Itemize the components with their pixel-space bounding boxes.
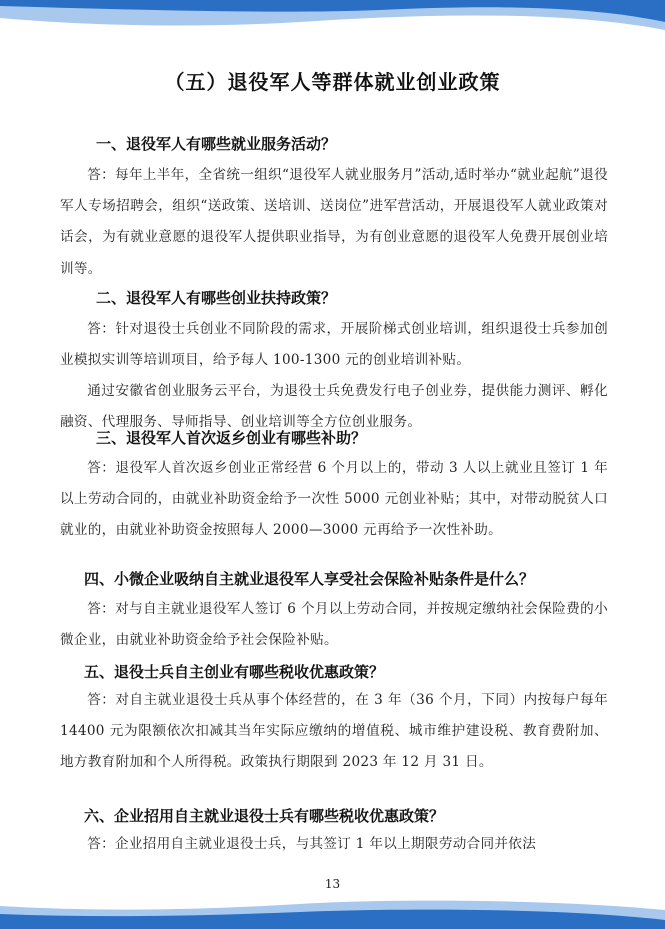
page-number: 13 [324,877,341,891]
section-heading: 二、退役军人有哪些创业扶持政策？ [96,289,337,307]
section-paragraph: 答：对自主就业退役士兵从事个体经营的，在 3 年（36 个月，下同）内按每户每年 14400 元为限额依次扣减其当年实际应缴纳的增值税、城市维护建设税、教育费附加、地方教育附加和个人所得税。政策执行期限到 2023 年 12 月 31 日。 [60,692,608,771]
section-heading: 一、退役军人有哪些就业服务活动？ [96,135,337,153]
section-paragraph: 通过安徽省创业服务云平台，为退役士兵免费发行电子创业券，提供能力测评、孵化融资、代理服务、导师指导、创业培训等全方位创业服务。 [60,383,608,431]
section-paragraph: 答：对与自主就业退役军人签订 6 个月以上劳动合同，并按规定缴纳社会保险费的小微企业，由就业补助资金给予社会保险补贴。 [60,601,608,649]
section-paragraph: 答：每年上半年，全省统一组织“退役军人就业服务月”活动,适时举办“就业起航”退役军人专场招聘会，组织“送政策、送培训、送岗位”进军营活动，开展退役军人就业政策对话会，为有就业意愿的退役军人提供职业指导，为有创业意愿的退役军人免费开展创业培训等。 [60,167,608,277]
section-heading: 六、企业招用自主就业退役士兵有哪些税收优惠政策？ [84,807,445,825]
section-heading: 五、退役士兵自主创业有哪些税收优惠政策？ [84,663,385,681]
section-heading: 四、小微企业吸纳自主就业退役军人享受社会保险补贴条件是什么？ [84,570,535,588]
section-paragraph: 答：针对退役士兵创业不同阶段的需求，开展阶梯式创业培训，组织退役士兵参加创业模拟实训等培训项目，给予每人 100-1300 元的创业培训补贴。 [60,321,608,369]
section-paragraph: 答：退役军人首次返乡创业正常经营 6 个月以上的，带动 3 人以上就业且签订 1 年以上劳动合同的，由就业补助资金给予一次性 5000 元创业补贴；其中，对带动脱贫人口就业的，由就业补助资金按照每人 2000—3000 元再给予一次性补助。 [60,460,608,539]
page-title: （五）退役军人等群体就业创业政策 [164,70,501,94]
section-heading: 三、退役军人首次返乡创业有哪些补助？ [96,429,367,447]
section-paragraph: 答：企业招用自主就业退役士兵，与其签订 1 年以上期限劳动合同并依法 [87,836,537,852]
